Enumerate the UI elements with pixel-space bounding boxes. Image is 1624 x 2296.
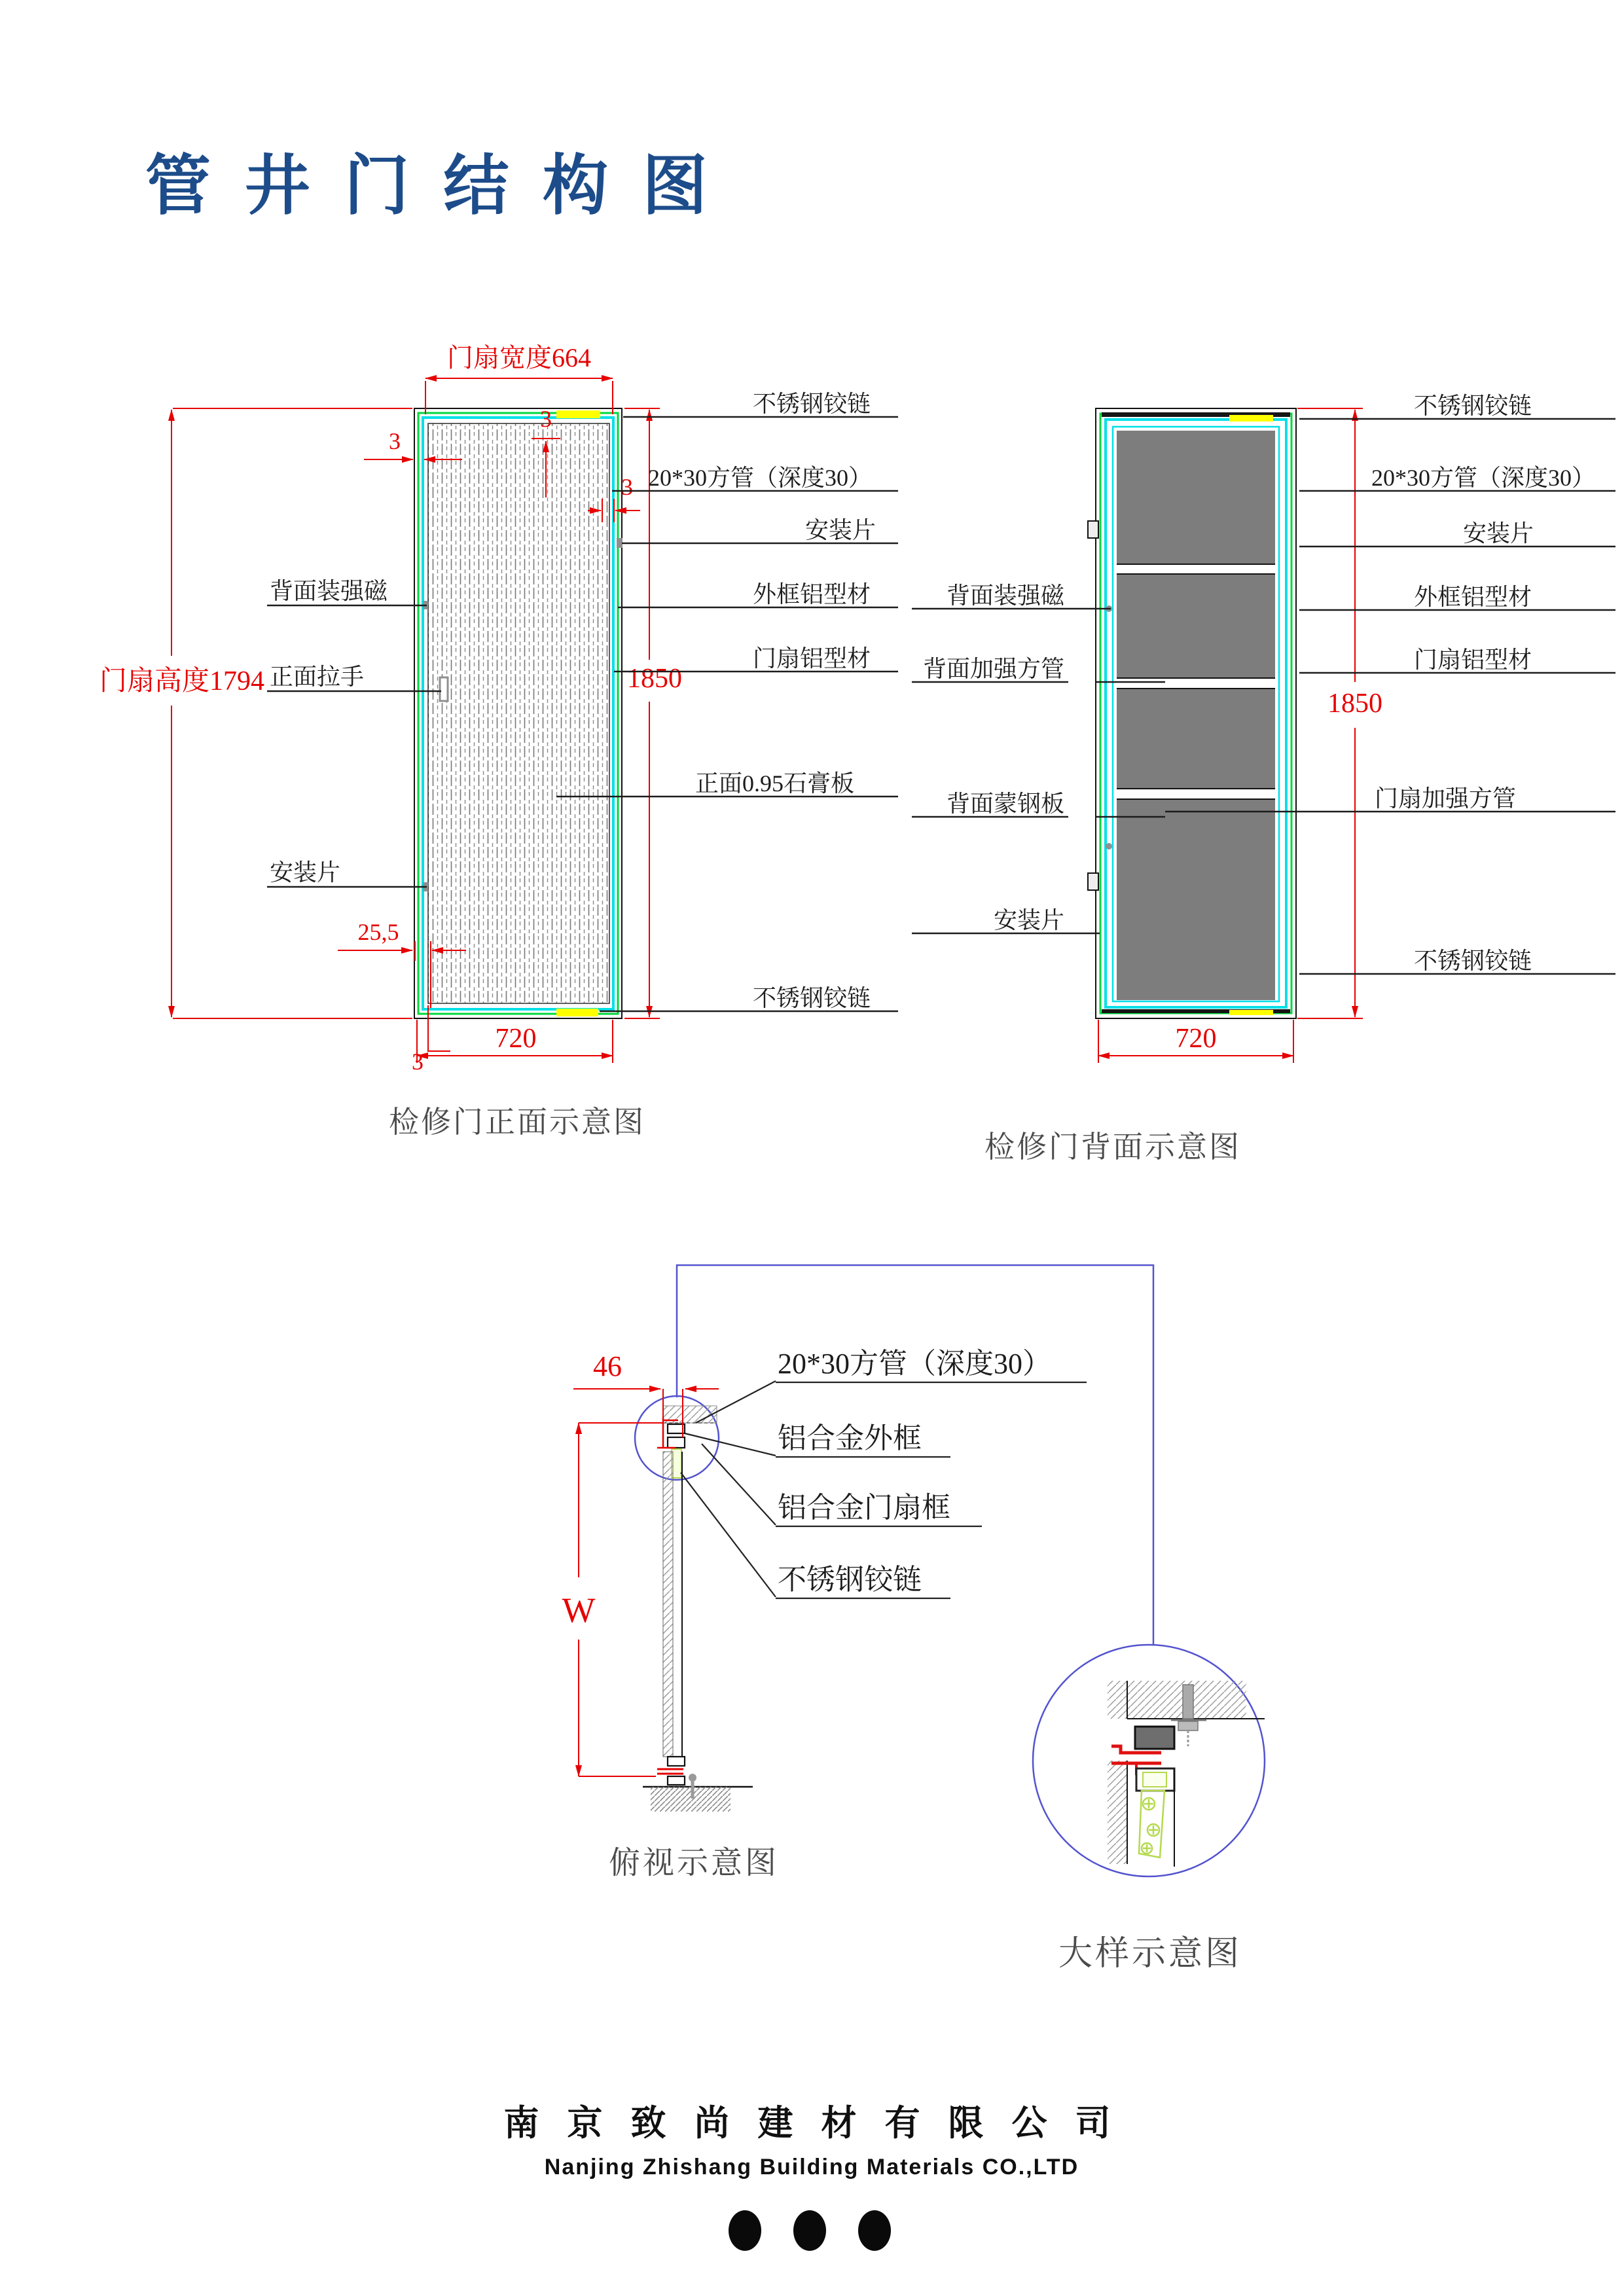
back-magnet-dot-bottom	[1106, 843, 1112, 850]
back-label-square-tube: 20*30方管（深度30）	[1371, 465, 1596, 491]
back-hinge-bottom	[1088, 873, 1098, 890]
bottom-leaf-profile	[668, 1757, 685, 1766]
footer-dots	[729, 2210, 891, 2251]
front-label-magnet: 背面装强磁	[270, 578, 388, 604]
footer	[503, 2104, 1119, 2251]
front-mount-clip-right	[617, 538, 623, 548]
door-section-bar	[663, 1452, 673, 1757]
bottom-frame-profile	[668, 1776, 685, 1785]
top-view-dimensions	[573, 1389, 719, 1776]
dim-front-gap-bottom: 3	[412, 1049, 424, 1075]
front-label-square-tube: 20*30方管（深度30）	[648, 465, 873, 491]
dim-back-width-bottom: 720	[1175, 1024, 1217, 1054]
back-label-hinge-bottom: 不锈钢铰链	[1414, 948, 1532, 974]
back-label-leaf-tube: 门扇加强方管	[1375, 785, 1517, 812]
detail-square-tube	[1135, 1727, 1174, 1749]
top-label-alu-outer-frame: 铝合金外框	[778, 1422, 922, 1454]
company-name-cn: 南 京 致 尚 建 材 有 限 公 司	[503, 2104, 1120, 2143]
top-label-square-tube: 20*30方管（深度30）	[778, 1348, 1051, 1380]
front-label-mount-clip-right: 安装片	[805, 517, 876, 543]
dot-icon	[793, 2210, 826, 2251]
top-view-caption: 俯视示意图	[608, 1846, 780, 1880]
back-label-back-tube: 背面加强方管	[922, 656, 1064, 682]
front-view-caption: 检修门正面示意图	[389, 1105, 645, 1139]
back-hinge-top	[1088, 521, 1098, 538]
detail-hinge-plate	[1139, 1791, 1164, 1857]
ground-hatch	[651, 1787, 731, 1812]
company-name-en: Nanjing Zhishang Building Materials CO.,LTD	[544, 2155, 1079, 2179]
front-label-handle: 正面拉手	[270, 664, 365, 690]
back-view	[912, 393, 1615, 1164]
dim-back-height-right: 1850	[1327, 689, 1382, 719]
front-handle	[440, 677, 448, 701]
dim-front-hinge-offset: 25,5	[357, 919, 399, 945]
top-view-labels	[778, 1348, 1051, 1596]
detail-circle	[1033, 1645, 1265, 1876]
top-label-hinge: 不锈钢铰链	[778, 1564, 922, 1596]
top-label-alu-leaf-frame: 铝合金门扇框	[778, 1492, 950, 1524]
front-hinge-bottom-mark	[556, 1009, 598, 1016]
dim-front-gap-right: 3	[621, 474, 633, 500]
front-label-outer-frame: 外框铝型材	[753, 581, 871, 607]
top-view	[562, 1265, 1153, 1880]
dim-front-gap-top: 3	[540, 406, 552, 432]
back-label-hinge-top: 不锈钢铰链	[1414, 393, 1532, 419]
back-door-graphic	[1088, 408, 1296, 1018]
front-label-leaf-frame: 门扇铝型材	[753, 645, 871, 672]
dot-icon	[858, 2210, 891, 2251]
dim-top-depth: 46	[593, 1350, 622, 1382]
leaf-frame-profile	[668, 1437, 685, 1448]
detail-wall-hatch	[1108, 1761, 1127, 1864]
dot-icon	[729, 2210, 761, 2251]
front-hinge-top-mark	[556, 410, 600, 418]
dim-front-height-right: 1850	[627, 664, 682, 694]
back-panel-2	[1117, 574, 1275, 678]
back-label-mount-clip: 安装片	[993, 907, 1064, 933]
front-label-hinge-top: 不锈钢铰链	[753, 391, 871, 417]
back-label-outer-frame: 外框铝型材	[1414, 584, 1532, 610]
back-view-caption: 检修门背面示意图	[984, 1130, 1241, 1164]
dim-top-width: W	[562, 1590, 596, 1630]
page-title: 管 井 门 结 构 图	[145, 149, 715, 223]
back-hinge-top-mark	[1229, 415, 1273, 422]
front-label-hinge-bottom: 不锈钢铰链	[753, 985, 871, 1011]
top-view-graphic	[643, 1406, 753, 1812]
dim-front-height-left: 门扇高度1794	[99, 666, 265, 696]
back-panel-4	[1117, 799, 1275, 1000]
front-label-mount-clip-left: 安装片	[270, 859, 341, 886]
back-panel-1	[1117, 431, 1275, 564]
back-label-mount-clip-right: 安装片	[1463, 520, 1534, 547]
dim-front-gap-left: 3	[389, 428, 401, 454]
front-label-gypsum-board: 正面0.95石膏板	[695, 770, 855, 797]
dim-front-width-top: 门扇宽度664	[447, 343, 591, 372]
detail-graphic	[1108, 1681, 1265, 1867]
back-label-leaf-frame: 门扇铝型材	[1414, 647, 1532, 673]
front-view	[99, 343, 898, 1139]
detail-ceiling-hatch	[1108, 1681, 1246, 1719]
front-door-graphic	[414, 408, 623, 1018]
back-label-steel-sheet: 背面蒙钢板	[946, 791, 1064, 817]
front-door-gypsum-hatch	[428, 423, 609, 1003]
detail-view-caption: 大样示意图	[1058, 1935, 1242, 1973]
back-hinge-bottom-mark	[1229, 1010, 1273, 1015]
detail-view	[1033, 1645, 1265, 1973]
dim-front-width-bottom: 720	[495, 1024, 537, 1054]
back-label-magnet: 背面装强磁	[946, 583, 1064, 609]
back-panel-3	[1117, 689, 1275, 789]
